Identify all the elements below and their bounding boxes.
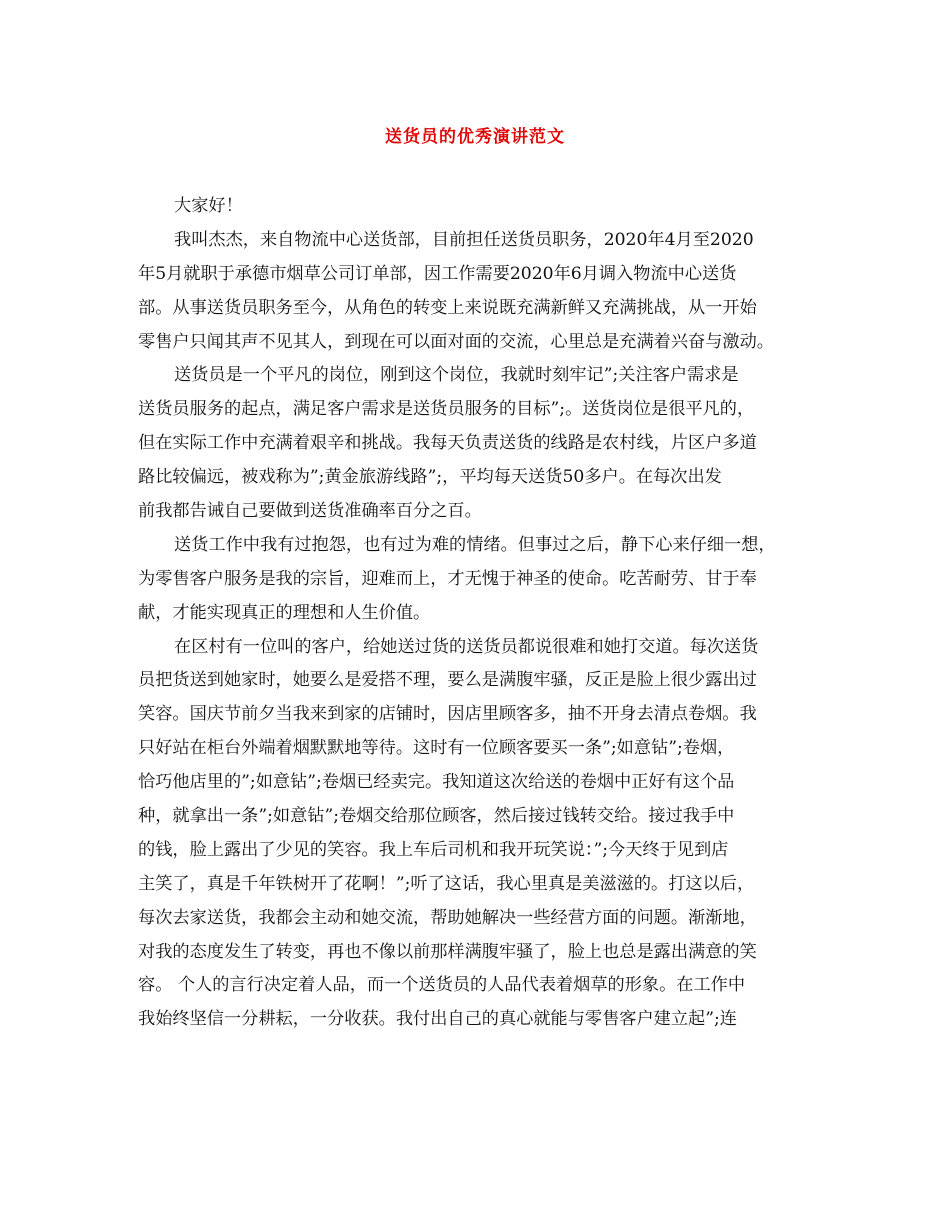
text-line: 零售户只闻其声不见其人，到现在可以面对面的交流，心里总是充满着兴奋与激动。 (138, 331, 774, 352)
text-line: 为零售客户服务是我的宗旨，迎难而上，才无愧于神圣的使命。吃苦耐劳、甘于奉 (138, 568, 757, 589)
text-line: 送货工作中我有过抱怨，也有过为难的情绪。但事过之后，静下心来仔细一想， (174, 534, 776, 555)
text-line: 送货员是一个平凡的岗位，刚到这个岗位，我就时刻牢记”;关注客户需求是 (174, 365, 739, 386)
text-line: 对我的态度发生了转变，再也不像以前那样满腹牢骚了，脸上也总是露出满意的笑 (138, 941, 757, 962)
text-line: 年5月就职于承德市烟草公司订单部，因工作需要2020年6月调入物流中心送货 (138, 263, 737, 284)
text-line: 在区村有一位叫的客户，给她送过货的送货员都说很难和她打交道。每次送货 (174, 636, 759, 657)
document-title: 送货员的优秀演讲范文 (385, 127, 565, 147)
text-line: 我始终坚信一分耕耘，一分收获。我付出自己的真心就能与零售客户建立起”;连 (138, 1009, 737, 1030)
text-line: 主笑了，真是千年铁树开了花啊！”;听了这话，我心里真是美滋滋的。打这以后， (138, 873, 755, 894)
text-line: 种，就拿出一条”;如意钻”;卷烟交给那位顾客，然后接过钱转交给。接过我手中 (138, 806, 735, 827)
text-line: 送货员服务的起点，满足客户需求是送货员服务的目标”;。送货岗位是很平凡的， (138, 399, 755, 420)
document-body (138, 190, 820, 1037)
text-line: 前我都告诫自己要做到送货准确率百分之百。 (138, 501, 482, 522)
text-line: 恰巧他店里的”;如意钻”;卷烟已经卖完。我知道这次给送的卷烟中正好有这个品 (138, 772, 735, 793)
text-line: 笑容。国庆节前夕当我来到家的店铺时，因店里顾客多，抽不开身去清点卷烟。我 (138, 704, 757, 725)
text-line: 每次去家送货，我都会主动和她交流，帮助她解决一些经营方面的问题。渐渐地， (138, 907, 757, 928)
text-line: 路比较偏远，被戏称为”;黄金旅游线路”;，平均每天送货50多户。在每次出发 (138, 467, 722, 488)
text-line: 大家好！ (174, 196, 243, 216)
text-line: 容。 个人的言行决定着人品，而一个送货员的人品代表着烟草的形象。在工作中 (138, 975, 746, 996)
text-line: 只好站在柜台外端着烟默默地等待。这时有一位顾客要买一条”;如意钻”;卷烟， (138, 738, 735, 759)
text-line: 员把货送到她家时，她要么是爱搭不理，要么是满腹牢骚，反正是脸上很少露出过 (138, 670, 757, 691)
text-line: 但在实际工作中充满着艰辛和挑战。我每天负责送货的线路是农村线，片区户多道 (138, 433, 757, 454)
text-line: 部。从事送货员职务至今，从角色的转变上来说既充满新鲜又充满挑战，从一开始 (138, 297, 757, 318)
text-line: 献，才能实现真正的理想和人生价值。 (138, 602, 431, 623)
text-line: 我叫杰杰，来自物流中心送货部，目前担任送货员职务，2020年4月至2020 (174, 229, 754, 250)
text-line: 的钱，脸上露出了少见的笑容。我上车后司机和我开玩笑说：”;今天终于见到店 (138, 839, 729, 860)
